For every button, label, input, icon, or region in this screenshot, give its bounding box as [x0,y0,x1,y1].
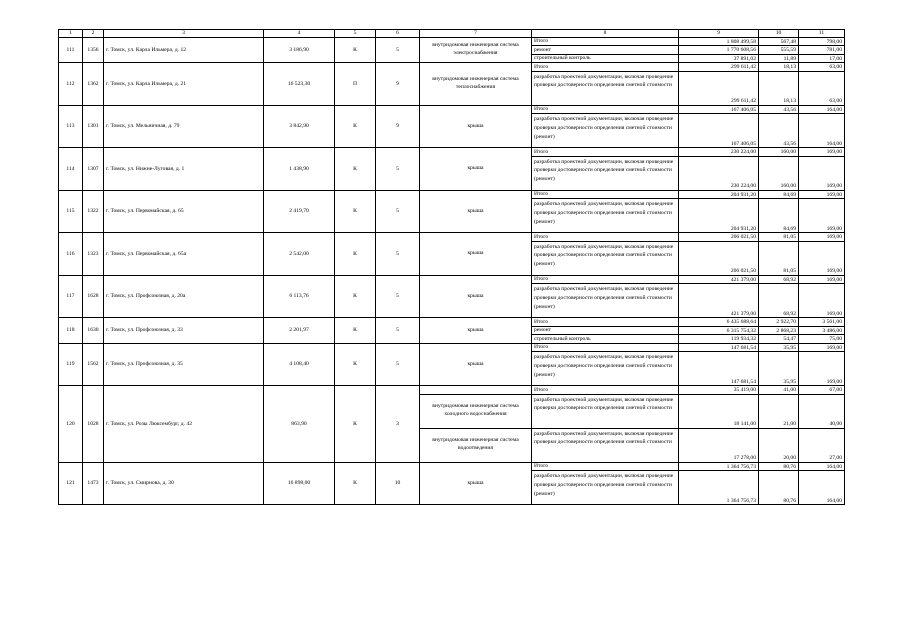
column-number-row [59,30,845,38]
house-code: 1562 [83,343,104,386]
cost-item-label: разработка проектной документации, включая проведение проверки достоверности определения сметной стоимости [532,428,679,462]
cost-limit: 169,00 [799,199,845,233]
cost-item-label: ремонт [532,46,679,55]
cost-total: 299 611,42 [679,71,759,105]
row-number: 114 [59,148,83,191]
cost-item-label: Итого [532,190,679,199]
floor-count: 5 [376,233,420,276]
house-area: 1 438,90 [264,148,335,191]
cost-per-m2: 21,00 [759,394,799,428]
wall-material: К [335,105,376,148]
wall-material: К [335,148,376,191]
cost-item-label: разработка проектной документации, включая проведение проверки достоверности определения сметной стоимости (ремонт) [532,114,679,148]
table-row [59,462,845,471]
house-code: 1028 [83,386,104,463]
row-number: 117 [59,275,83,318]
floor-count: 5 [376,190,420,233]
cost-limit: 169,00 [799,343,845,352]
work-type: крыша [420,105,532,148]
house-area: 16 523,30 [264,63,335,106]
cost-item-label: Итого [532,63,679,72]
house-code: 1323 [83,233,104,276]
cost-limit: 164,00 [799,114,845,148]
work-type [420,386,532,395]
cost-item-label: разработка проектной документации, включая проведение проверки достоверности определения сметной стоимости (ремонт) [532,241,679,275]
cost-limit: 3 486,00 [799,326,845,335]
house-address: г. Томск, ул. Карла Ильмера, д. 12 [104,37,264,63]
cost-per-m2: 18,13 [759,71,799,105]
floor-count: 5 [376,275,420,318]
cost-item-label: Итого [532,148,679,157]
repair-register-table [58,29,845,505]
cost-total: 6 435 688,64 [679,318,759,327]
cost-total: 6 315 754,32 [679,326,759,335]
cost-limit: 169,00 [799,148,845,157]
work-type: внутридомовая инженерная система теплоснабжения [420,63,532,106]
house-address: г. Томск, ул. Мельничная, д. 79 [104,105,264,148]
cost-per-m2: 35,95 [759,343,799,352]
work-type: крыша [420,190,532,233]
cost-per-m2: 35,95 [759,352,799,386]
house-code: 1473 [83,462,104,505]
cost-item-label: разработка проектной документации, включая проведение проверки достоверности определения сметной стоимости [532,394,679,428]
house-code: 1322 [83,190,104,233]
row-number: 119 [59,343,83,386]
floor-count: 5 [376,148,420,191]
house-area: 3 842,90 [264,105,335,148]
floor-count: 5 [376,37,420,63]
cost-per-m2: 2 868,23 [759,326,799,335]
cost-total: 206 021,50 [679,233,759,242]
cost-limit: 63,00 [799,63,845,72]
cost-limit: 169,00 [799,275,845,284]
work-type: крыша [420,275,532,318]
cost-item-label: ремонт [532,326,679,335]
cost-item-label: Итого [532,343,679,352]
cost-total: 421 379,00 [679,284,759,318]
column-number: 5 [335,30,376,38]
cost-limit: 164,00 [799,471,845,505]
wall-material: К [335,462,376,505]
wall-material: К [335,386,376,463]
cost-limit: 169,00 [799,190,845,199]
floor-count: 5 [376,343,420,386]
house-address: г. Томск, ул. Нижне-Луговая, д. 1 [104,148,264,191]
row-number: 116 [59,233,83,276]
cost-per-m2: 84,69 [759,190,799,199]
house-code: 1301 [83,105,104,148]
column-number: 10 [759,30,799,38]
cost-limit: 40,00 [799,394,845,428]
cost-total: 147 681,54 [679,352,759,386]
cost-per-m2: 567,48 [759,37,799,46]
cost-limit: 3 561,00 [799,318,845,327]
cost-per-m2: 81,05 [759,241,799,275]
row-number: 111 [59,37,83,63]
house-address: г. Томск, ул. Профсоюзная, д. 35 [104,343,264,386]
cost-limit: 164,00 [799,462,845,471]
cost-total: 1 364 756,73 [679,471,759,505]
column-number: 11 [799,30,845,38]
wall-material: К [335,318,376,344]
cost-total: 230 224,00 [679,156,759,190]
cost-total: 204 931,20 [679,199,759,233]
house-address: г. Томск, ул. Карла Ильмера, д. 21 [104,63,264,106]
table-row [59,148,845,157]
house-address: г. Томск, ул. Розы Люксембург, д. 42 [104,386,264,463]
house-address: г. Томск, ул. Профсоюзная, д. 20а [104,275,264,318]
cost-per-m2: 2 922,70 [759,318,799,327]
cost-per-m2: 41,00 [759,386,799,395]
wall-material: К [335,190,376,233]
cost-limit: 75,00 [799,335,845,344]
cost-total: 1 808 499,58 [679,37,759,46]
cost-item-label: строительный контроль [532,54,679,63]
row-number: 121 [59,462,83,505]
table-row [59,37,845,46]
house-code: 1356 [83,37,104,63]
house-code: 1362 [83,63,104,106]
cost-total: 147 681,54 [679,343,759,352]
cost-item-label: разработка проектной документации, включая проведение проверки достоверности определения сметной стоимости [532,71,679,105]
cost-item-label: строительный контроль [532,335,679,344]
cost-limit: 781,00 [799,46,845,55]
house-address: г. Томск, ул. Первомайская, д. 65а [104,233,264,276]
work-type: внутридомовая инженерная система водоотведения [420,428,532,462]
column-number: 2 [83,30,104,38]
cost-per-m2: 80,76 [759,462,799,471]
table-row [59,63,845,72]
column-number: 8 [532,30,679,38]
cost-per-m2: 68,92 [759,284,799,318]
cost-limit: 169,00 [799,241,845,275]
house-address: г. Томск, ул. Профсоюзная, д. 33 [104,318,264,344]
table-row [59,105,845,114]
cost-limit: 63,00 [799,71,845,105]
cost-per-m2: 555,59 [759,46,799,55]
floor-count: 10 [376,462,420,505]
work-type: внутридомовая инженерная система холодного водоснабжения [420,394,532,428]
column-number: 6 [376,30,420,38]
cost-item-label: разработка проектной документации, включая проведение проверки достоверности определения сметной стоимости (ремонт) [532,156,679,190]
cost-per-m2: 160,00 [759,156,799,190]
row-number: 118 [59,318,83,344]
cost-item-label: разработка проектной документации, включая проведение проверки достоверности определения сметной стоимости (ремонт) [532,284,679,318]
cost-total: 119 934,32 [679,335,759,344]
house-code: 1630 [83,318,104,344]
cost-total: 1 364 756,73 [679,462,759,471]
cost-total: 421 379,00 [679,275,759,284]
cost-per-m2: 43,56 [759,105,799,114]
column-number: 7 [420,30,532,38]
work-type: крыша [420,462,532,505]
column-number: 1 [59,30,83,38]
house-address: г. Томск, ул. Смирнова, д. 30 [104,462,264,505]
cost-limit: 169,00 [799,233,845,242]
cost-total: 18 141,00 [679,394,759,428]
cost-item-label: Итого [532,462,679,471]
cost-limit: 164,00 [799,105,845,114]
cost-total: 299 611,42 [679,63,759,72]
cost-per-m2: 80,76 [759,471,799,505]
cost-total: 206 021,50 [679,241,759,275]
cost-total: 17 278,00 [679,428,759,462]
work-type: крыша [420,343,532,386]
work-type: внутридомовая инженерная система электроснабжения [420,37,532,63]
house-area: 6 113,76 [264,275,335,318]
column-number: 4 [264,30,335,38]
cost-item-label: Итого [532,318,679,327]
floor-count: 9 [376,105,420,148]
wall-material: К [335,233,376,276]
cost-per-m2: 18,13 [759,63,799,72]
table-row [59,275,845,284]
table-row [59,190,845,199]
floor-count: 3 [376,386,420,463]
cost-per-m2: 160,00 [759,148,799,157]
cost-limit: 67,00 [799,386,845,395]
table-row [59,386,845,395]
table-row [59,343,845,352]
cost-item-label: Итого [532,233,679,242]
house-area: 16 898,00 [264,462,335,505]
wall-material: К [335,275,376,318]
cost-item-label: Итого [532,37,679,46]
house-address: г. Томск, ул. Первомайская, д. 65 [104,190,264,233]
column-number: 9 [679,30,759,38]
house-code: 1628 [83,275,104,318]
cost-item-label: разработка проектной документации, включая проведение проверки достоверности определения сметной стоимости (ремонт) [532,471,679,505]
wall-material: П [335,63,376,106]
cost-item-label: разработка проектной документации, включая проведение проверки достоверности определения сметной стоимости (ремонт) [532,199,679,233]
column-number: 3 [104,30,264,38]
cost-limit: 17,00 [799,54,845,63]
cost-per-m2: 20,00 [759,428,799,462]
house-area: 4 108,40 [264,343,335,386]
cost-per-m2: 54,47 [759,335,799,344]
cost-limit: 169,00 [799,352,845,386]
cost-limit: 169,00 [799,284,845,318]
wall-material: К [335,37,376,63]
cost-per-m2: 43,56 [759,114,799,148]
cost-per-m2: 11,89 [759,54,799,63]
cost-total: 204 931,20 [679,190,759,199]
house-area: 2 201,97 [264,318,335,344]
house-area: 2 419,70 [264,190,335,233]
cost-total: 1 770 608,56 [679,46,759,55]
wall-material: К [335,343,376,386]
house-code: 1307 [83,148,104,191]
cost-limit: 27,00 [799,428,845,462]
table-row [59,233,845,242]
table-row [59,318,845,327]
cost-total: 167 406,05 [679,105,759,114]
cost-total: 35 419,00 [679,386,759,395]
cost-total: 37 891,02 [679,54,759,63]
house-area: 863,90 [264,386,335,463]
cost-total: 230 224,00 [679,148,759,157]
cost-total: 167 406,05 [679,114,759,148]
cost-limit: 798,00 [799,37,845,46]
row-number: 120 [59,386,83,463]
row-number: 112 [59,63,83,106]
cost-item-label: разработка проектной документации, включая проведение проверки достоверности определения сметной стоимости (ремонт) [532,352,679,386]
cost-limit: 169,00 [799,156,845,190]
cost-item-label: Итого [532,386,679,395]
floor-count: 9 [376,63,420,106]
house-area: 3 186,90 [264,37,335,63]
cost-item-label: Итого [532,275,679,284]
house-area: 2 542,00 [264,233,335,276]
row-number: 113 [59,105,83,148]
work-type: крыша [420,148,532,191]
work-type: крыша [420,318,532,344]
floor-count: 5 [376,318,420,344]
cost-per-m2: 81,05 [759,233,799,242]
work-type: крыша [420,233,532,276]
cost-item-label: Итого [532,105,679,114]
row-number: 115 [59,190,83,233]
cost-per-m2: 84,69 [759,199,799,233]
cost-per-m2: 68,92 [759,275,799,284]
